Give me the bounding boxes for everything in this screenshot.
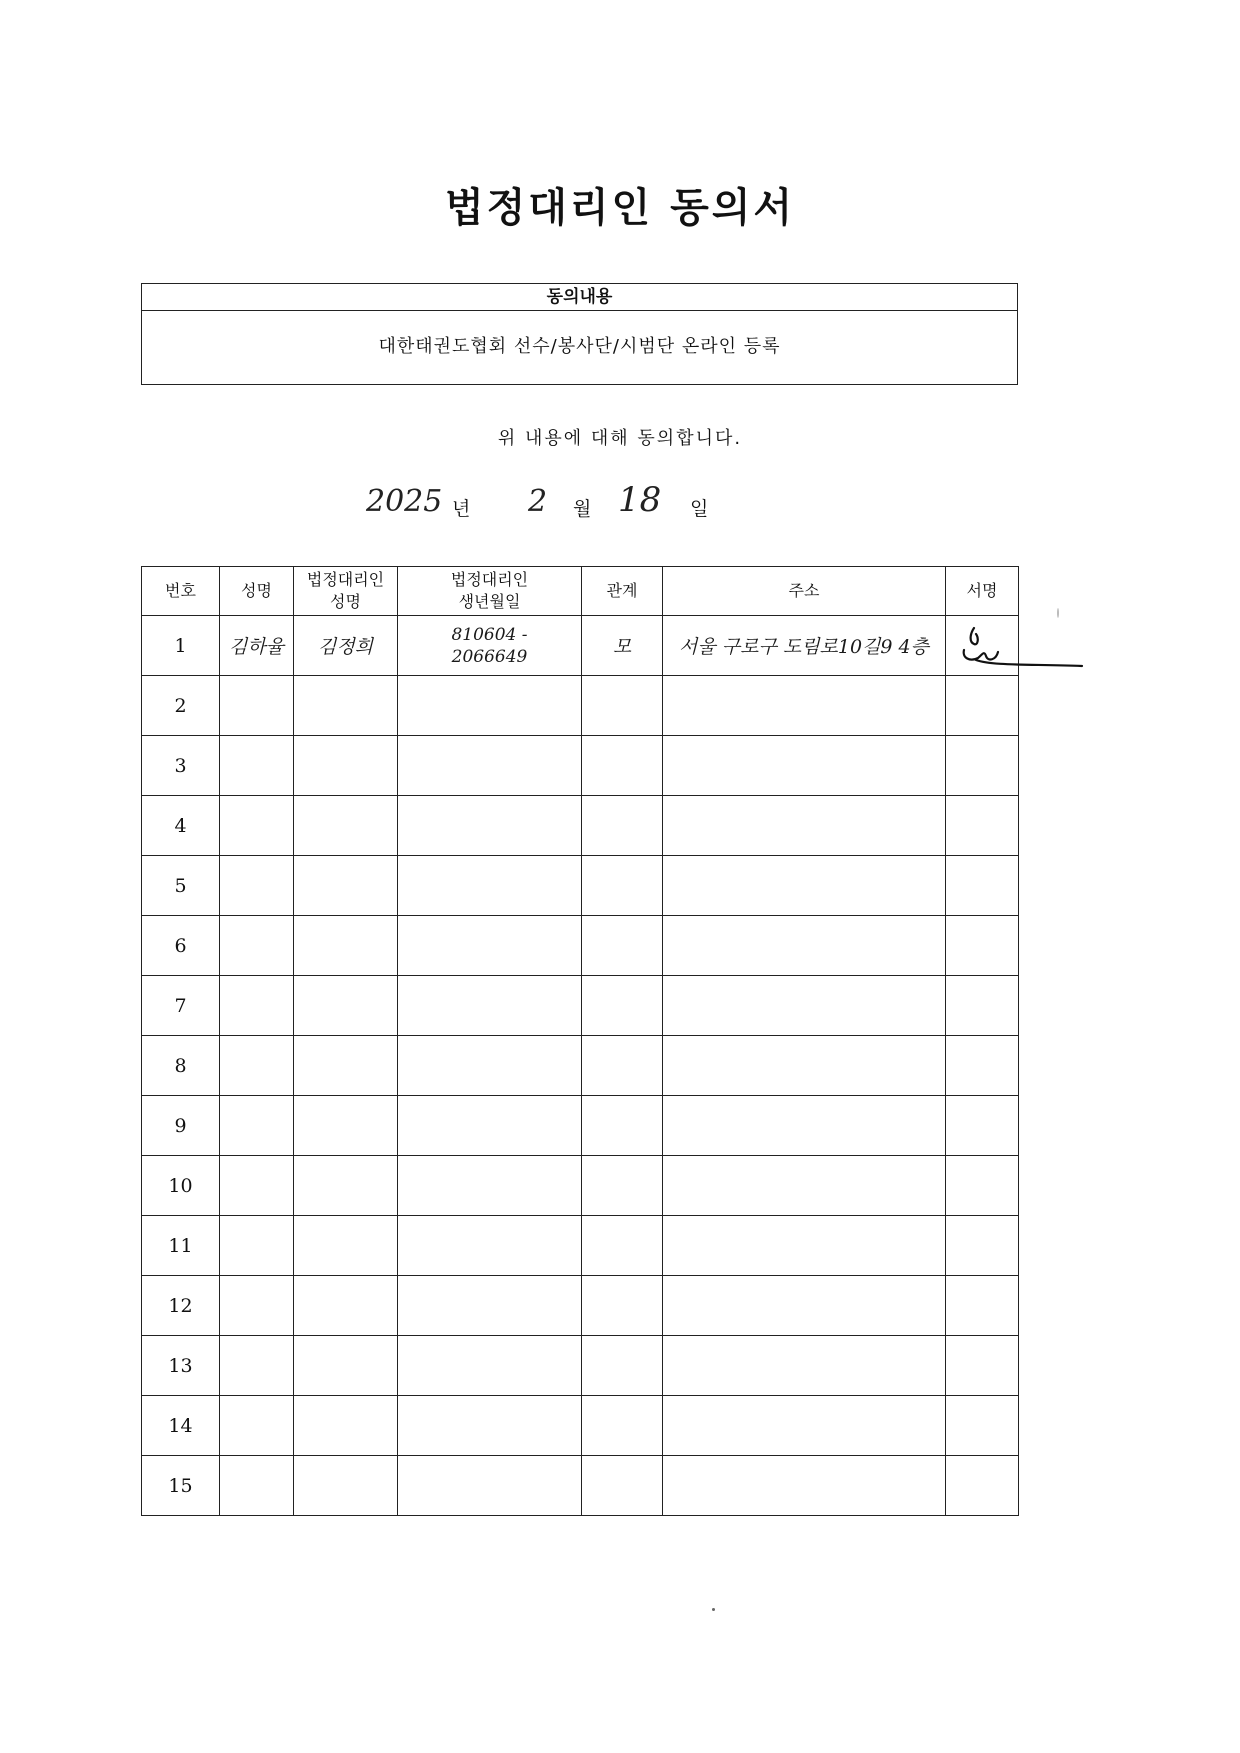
- header-relation: 관계: [582, 567, 663, 616]
- table-row: [142, 1096, 1019, 1156]
- cell-guardian-birth: [398, 1096, 582, 1156]
- cell-guardian-name: [294, 1036, 398, 1096]
- header-no: 번호: [142, 567, 220, 616]
- cell-guardian-birth: 810604 - 2066649: [398, 616, 582, 676]
- cell-guardian-name: [294, 1336, 398, 1396]
- cell-guardian-name: [294, 1276, 398, 1336]
- header-address: 주소: [663, 567, 946, 616]
- cell-no: 6: [142, 916, 220, 976]
- cell-guardian-birth: [398, 1336, 582, 1396]
- cell-no: 1: [142, 616, 220, 676]
- cell-guardian-birth: [398, 796, 582, 856]
- cell-name: [220, 796, 294, 856]
- registration-table: [141, 566, 1019, 1516]
- cell-name: [220, 916, 294, 976]
- cell-no: 5: [142, 856, 220, 916]
- cell-guardian-name: [294, 1156, 398, 1216]
- date-day-handwritten: 18: [618, 480, 662, 520]
- cell-name: [220, 1096, 294, 1156]
- cell-guardian-name: [294, 856, 398, 916]
- cell-signature: [946, 1036, 1019, 1096]
- table-row: [142, 916, 1019, 976]
- cell-signature: [946, 1396, 1019, 1456]
- cell-no: 11: [142, 1216, 220, 1276]
- cell-guardian-name: [294, 976, 398, 1036]
- cell-signature: [946, 916, 1019, 976]
- cell-address: [663, 1456, 946, 1516]
- cell-name: [220, 736, 294, 796]
- cell-guardian-birth: [398, 1396, 582, 1456]
- consent-heading: 동의내용: [142, 284, 1017, 311]
- cell-guardian-name: [294, 916, 398, 976]
- cell-relation: [582, 1096, 663, 1156]
- table-row: [142, 676, 1019, 736]
- cell-guardian-birth: [398, 1156, 582, 1216]
- cell-address: [663, 1276, 946, 1336]
- cell-signature: [946, 1156, 1019, 1216]
- table-row: [142, 1036, 1019, 1096]
- cell-name: [220, 1276, 294, 1336]
- cell-guardian-name: [294, 1456, 398, 1516]
- cell-address: [663, 1156, 946, 1216]
- cell-no: 9: [142, 1096, 220, 1156]
- cell-name: [220, 976, 294, 1036]
- cell-guardian-name: [294, 736, 398, 796]
- cell-no: 8: [142, 1036, 220, 1096]
- cell-signature: [946, 676, 1019, 736]
- scan-speck: [1057, 608, 1059, 618]
- consent-box: [141, 283, 1018, 385]
- cell-signature: [946, 976, 1019, 1036]
- cell-relation: [582, 1036, 663, 1096]
- date-line: [0, 480, 1240, 526]
- table-row: [142, 1336, 1019, 1396]
- cell-signature: [946, 1096, 1019, 1156]
- signature-mark: [952, 624, 1012, 668]
- cell-guardian-name: [294, 676, 398, 736]
- cell-name: [220, 1216, 294, 1276]
- cell-name: [220, 676, 294, 736]
- date-month-handwritten: 2: [528, 484, 548, 519]
- cell-no: 3: [142, 736, 220, 796]
- header-guardian-birth: 법정대리인 생년월일: [398, 567, 582, 616]
- cell-relation: [582, 676, 663, 736]
- cell-relation: [582, 1456, 663, 1516]
- header-guardian-name: 법정대리인 성명: [294, 567, 398, 616]
- cell-relation: [582, 1216, 663, 1276]
- cell-name: 김하율: [220, 616, 294, 676]
- cell-signature: [946, 1336, 1019, 1396]
- cell-address: [663, 1396, 946, 1456]
- cell-no: 4: [142, 796, 220, 856]
- cell-guardian-birth: [398, 1276, 582, 1336]
- cell-relation: 모: [582, 616, 663, 676]
- cell-no: 15: [142, 1456, 220, 1516]
- cell-guardian-birth: [398, 1036, 582, 1096]
- cell-guardian-name: [294, 1096, 398, 1156]
- table-row: [142, 616, 1019, 676]
- cell-no: 10: [142, 1156, 220, 1216]
- header-name: 성명: [220, 567, 294, 616]
- table-row: [142, 976, 1019, 1036]
- cell-address: 서울 구로구 도림로10길9 4층: [663, 616, 946, 676]
- date-year-handwritten: 2025: [366, 484, 443, 519]
- cell-guardian-birth: [398, 1456, 582, 1516]
- table-row: [142, 1456, 1019, 1516]
- table-row: [142, 1216, 1019, 1276]
- table-row: [142, 1396, 1019, 1456]
- cell-guardian-birth: [398, 976, 582, 1036]
- cell-address: [663, 976, 946, 1036]
- cell-no: 12: [142, 1276, 220, 1336]
- cell-no: 2: [142, 676, 220, 736]
- table-body: [142, 616, 1019, 1516]
- table-row: [142, 796, 1019, 856]
- cell-guardian-birth: [398, 1216, 582, 1276]
- cell-guardian-name: 김정희: [294, 616, 398, 676]
- cell-relation: [582, 916, 663, 976]
- document-title: 법정대리인 동의서: [444, 185, 796, 231]
- header-signature: 서명: [946, 567, 1019, 616]
- cell-signature: [946, 1216, 1019, 1276]
- cell-relation: [582, 796, 663, 856]
- cell-name: [220, 1396, 294, 1456]
- table-header-row: [142, 567, 1019, 616]
- table-row: [142, 1156, 1019, 1216]
- cell-signature: [946, 1276, 1019, 1336]
- cell-address: [663, 1336, 946, 1396]
- cell-guardian-name: [294, 1396, 398, 1456]
- cell-relation: [582, 1336, 663, 1396]
- cell-signature: [946, 616, 1019, 676]
- date-year-label: 년: [452, 498, 471, 520]
- cell-guardian-name: [294, 796, 398, 856]
- table-row: [142, 856, 1019, 916]
- cell-no: 14: [142, 1396, 220, 1456]
- cell-name: [220, 1336, 294, 1396]
- cell-relation: [582, 1276, 663, 1336]
- cell-signature: [946, 736, 1019, 796]
- cell-guardian-name: [294, 1216, 398, 1276]
- cell-guardian-birth: [398, 856, 582, 916]
- cell-relation: [582, 1156, 663, 1216]
- cell-guardian-birth: [398, 736, 582, 796]
- cell-no: 7: [142, 976, 220, 1036]
- cell-signature: [946, 796, 1019, 856]
- cell-no: 13: [142, 1336, 220, 1396]
- cell-address: [663, 1216, 946, 1276]
- date-day-label: 일: [690, 498, 709, 520]
- cell-guardian-birth: [398, 916, 582, 976]
- agree-statement: 위 내용에 대해 동의합니다.: [497, 428, 743, 449]
- cell-name: [220, 1036, 294, 1096]
- cell-address: [663, 1096, 946, 1156]
- consent-text: 대한태권도협회 선수/봉사단/시범단 온라인 등록: [378, 336, 781, 357]
- cell-address: [663, 676, 946, 736]
- cell-guardian-birth: [398, 676, 582, 736]
- cell-name: [220, 856, 294, 916]
- cell-relation: [582, 976, 663, 1036]
- cell-relation: [582, 856, 663, 916]
- cell-name: [220, 1156, 294, 1216]
- cell-address: [663, 916, 946, 976]
- table-row: [142, 1276, 1019, 1336]
- table-row: [142, 736, 1019, 796]
- cell-relation: [582, 1396, 663, 1456]
- cell-address: [663, 796, 946, 856]
- date-month-label: 월: [573, 498, 592, 520]
- cell-signature: [946, 1456, 1019, 1516]
- scan-speck: [712, 1608, 715, 1611]
- cell-address: [663, 736, 946, 796]
- cell-name: [220, 1456, 294, 1516]
- cell-address: [663, 856, 946, 916]
- cell-signature: [946, 856, 1019, 916]
- cell-relation: [582, 736, 663, 796]
- cell-address: [663, 1036, 946, 1096]
